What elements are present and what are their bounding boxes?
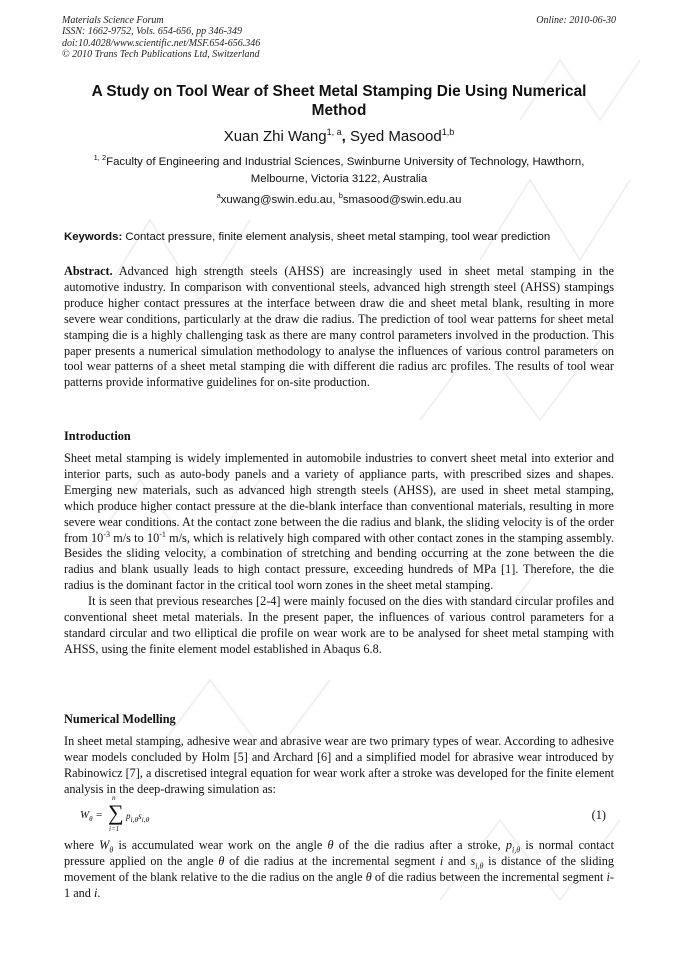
email-mark-a: a [216,191,221,201]
keywords [64,229,624,245]
equation-explanation [64,838,614,902]
sum-upper-limit: n [112,794,116,802]
email-a[interactable]: xuwang@swin.edu.au, [220,194,339,206]
where-text-8: of die radius between the incremental segment [371,869,607,884]
eq-s: s [138,811,142,821]
where-text-4: is normal contact pressure applied on the angle [64,838,614,868]
intro-text-c: m/s, which is relatively high compared with other contact zones in the stamping assembly. Besides the sliding velocity, a combination of stretching and bending occurring at the zone between the die radius and blank usually leads to high contact pressure, exceeding hundreds of MPa [1]. Therefore, the die radius is the dominant factor in the critical tool worn zones in the sheet metal stamping. [64,530,614,593]
numerical-paragraph-1: In sheet metal stamping, adhesive wear and abrasive wear are two primary types of wear. According to adhesive wear models concluded by Holm [5] and Archard [6] and a simplified model for abrasive wear introduced by Rabinowicz [7], a discretised integral equation for wear work after a stroke was developed for the finite element analysis in the deep-drawing simulation as: [64,734,614,796]
where-text-10: . [97,885,101,900]
doi-line: doi:10.4028/www.scientific.net/MSF.654-656.346 [62,37,261,49]
exponent-2: -1 [159,529,166,539]
author-2: Syed Masood [349,128,442,145]
author-1: Xuan Zhi Wang [223,128,327,145]
publication-header [62,15,260,60]
var-s-sub: i,θ [475,861,484,871]
eq-p: p [126,811,131,821]
abstract-label: Abstract. [64,264,113,278]
email-b[interactable]: smasood@swin.edu.au [342,194,462,206]
paper-title: A Study on Tool Wear of Sheet Metal Stamping Die Using Numerical Method [91,83,587,119]
author-2-affil-mark: 1,b [441,127,455,137]
introduction-body [64,451,614,658]
equation-lhs [80,809,103,823]
var-theta-3: θ [365,869,372,884]
var-w: W [99,838,110,852]
copyright-line: © 2010 Trans Tech Publications Ltd, Switzerland [62,48,260,60]
intro-text-a: Sheet metal stamping is widely implemented in automobile industries to convert sheet metal into exterior and interior parts, such as auto-body panels and a variety of appliance parts, with prescribed sizes and shapes. Emerging new materials, such as advanced high strength steels (AHSS), are used in sheet metal stamping, which produce higher contact pressure at the die-blank interface than conventional materials, resulting in more severe wear conditions. At the contact zone between the die radius and blank, the sliding velocity is of the order from 10 [64,451,614,545]
journal-name: Materials Science Forum [62,15,164,26]
affiliation-text: Faculty of Engineering and Industrial Sciences, Swinburne University of Technology, Hawthorn, Melbourne, Victoria 3122, Australia [106,156,585,185]
introduction-paragraph-1 [64,451,614,594]
where-text-5: of die radius at the incremental segment [224,853,440,868]
var-theta-2: θ [218,853,225,868]
numerical-modelling-heading: Numerical Modelling [64,712,176,726]
introduction-paragraph-2: It is seen that previous researches [2-4] were mainly focused on the dies with standard circular profiles and conventional sheet metal materials. In the present paper, the influences of various control parameters for a standard circular and two elliptical die profile on wear work are to be analysed for sheet metal stamping with AHSS, using the finite element model established in Abaqus 6.8. [64,594,614,656]
where-text-2: is accumulated wear work on the angle [113,838,328,852]
summation-symbol: ∑ [108,800,124,825]
where-text-3: of the die radius after a stroke, [333,838,506,852]
eq-equals: = [92,809,103,821]
abstract-text: Advanced high strength steels (AHSS) are increasingly used in sheet metal stamping in the automotive industry. In comparison with conventional steels, advanced high strength steel (AHSS) stampings produce higher contact pressures at the interface between draw die and sheet metal blank, resulting in more severe wear conditions, particularly at the draw die radius. The prediction of tool wear patterns for sheet metal stamping die is a highly challenging task as there are many control parameters involved in the production. This paper presents a numerical simulation methodology to analyse the influences of various control parameters on tool wear patterns of a sheet metal stamping die with different die radius arc profiles. The results of tool wear patterns provide informative guidelines for on-site production. [64,264,614,390]
introduction-heading: Introduction [64,429,131,443]
var-theta-1: θ [327,838,334,852]
issn-line: ISSN: 1662-9752, Vols. 654-656, pp 346-349 [62,26,242,38]
where-text-9: -1 and [64,869,614,900]
var-p: p [505,838,513,852]
exponent-1: -3 [103,529,110,539]
equation-1 [64,794,614,834]
author-line [64,128,614,146]
email-line [64,192,614,208]
numerical-modelling-body [64,734,614,798]
where-text-7: is distance of the sliding movement of the blank relative to the die radius on the angle [64,853,614,884]
eq-s-sub: i,θ [141,814,150,824]
eq-w-sub: θ [89,815,93,824]
online-date: Online: 2010-06-30 [536,15,616,26]
equation-rhs [126,811,149,824]
where-text-1: where [64,838,100,852]
var-i-2: i [606,869,610,884]
affiliation [64,154,614,188]
var-i-1: i [439,853,444,868]
where-text-6: and [443,853,471,868]
equation-number: (1) [591,808,606,822]
keywords-text: Contact pressure, finite element analysis, sheet metal stamping, tool wear prediction [122,231,551,243]
intro-text-b: m/s to 10 [109,530,160,545]
var-s: s [470,853,476,868]
eq-p-sub: i,θ [130,814,139,824]
eq-w: W [80,809,90,821]
author-separator: , [341,128,350,145]
keywords-label: Keywords: [64,231,123,243]
var-w-sub: θ [109,845,114,855]
var-p-sub: i,θ [512,845,521,855]
email-mark-b: b [338,191,343,201]
var-i-3: i [93,885,98,900]
author-1-affil-mark: 1, a [326,127,342,137]
abstract [64,264,614,391]
affiliation-mark: 1, 2 [93,153,107,163]
sum-lower-limit: i=1 [109,825,120,833]
